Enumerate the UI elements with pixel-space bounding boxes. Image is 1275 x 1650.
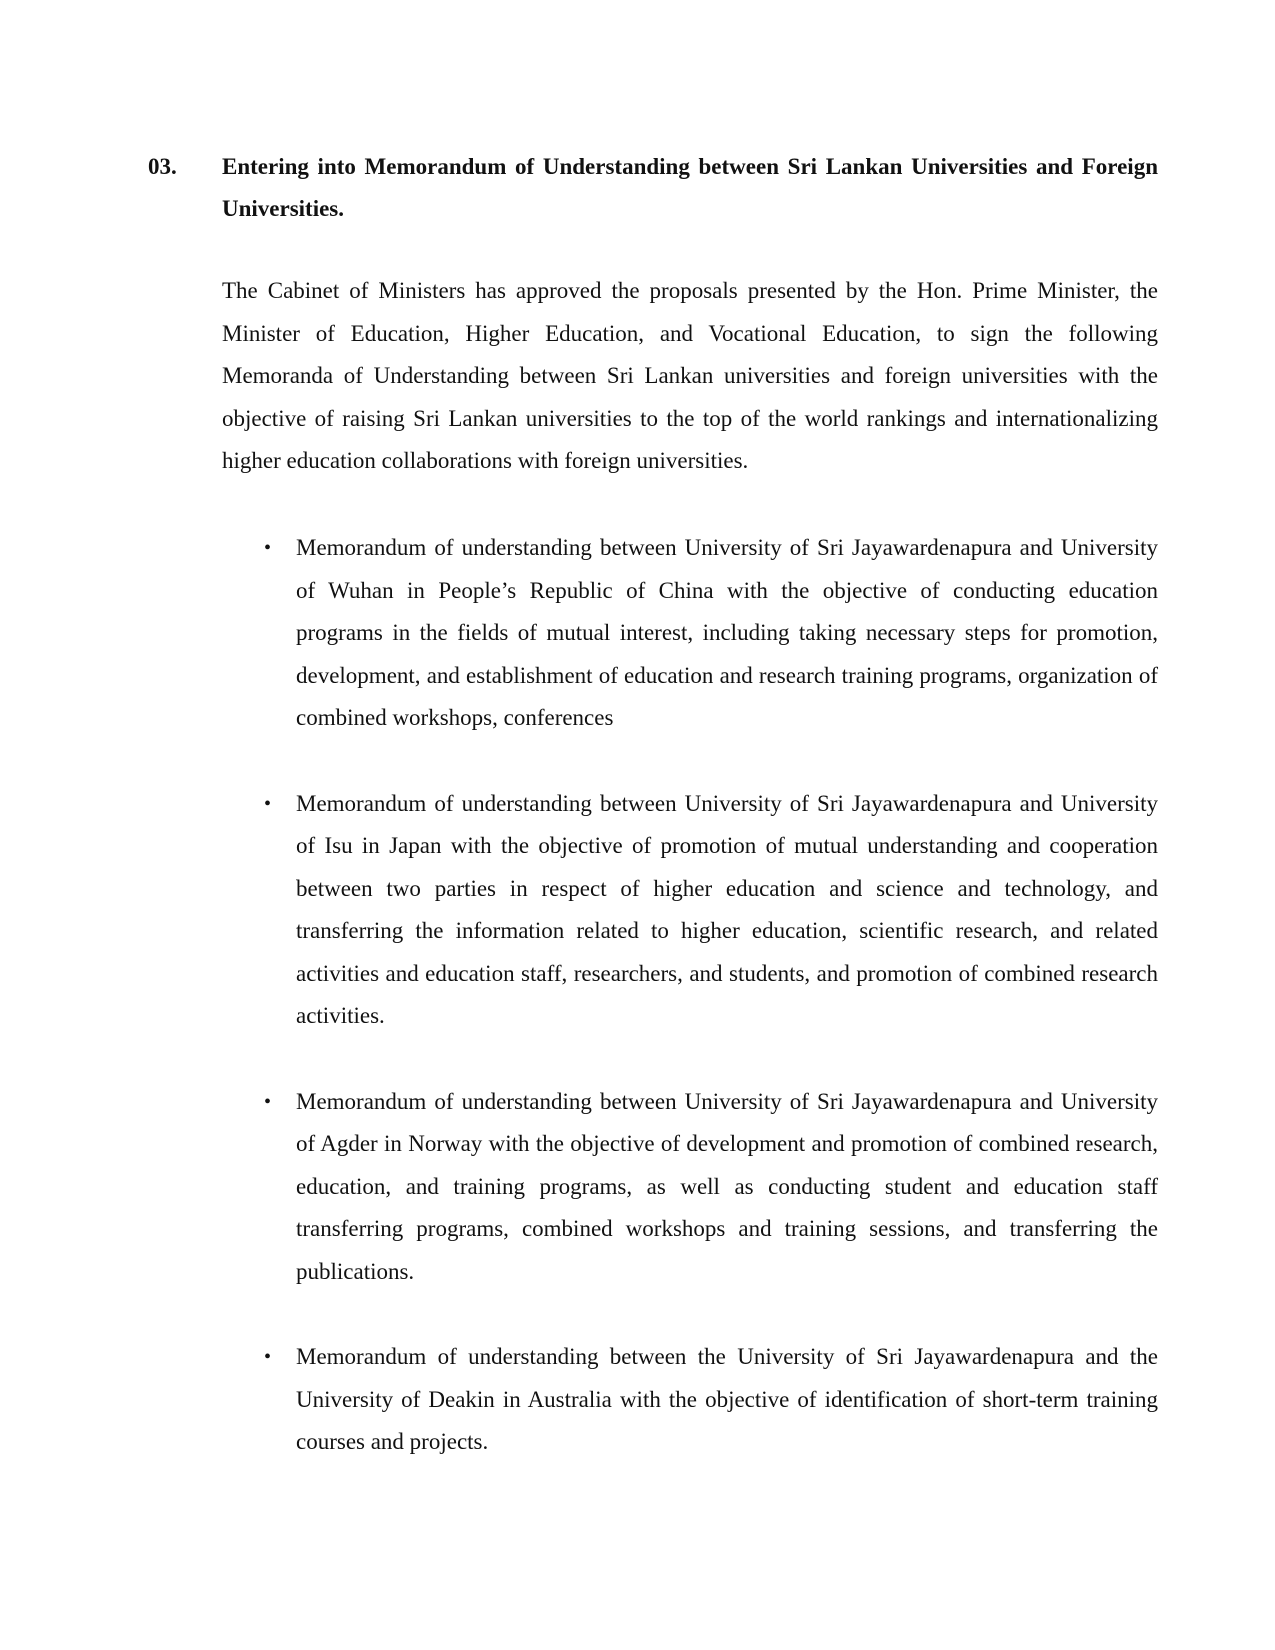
mou-item-text: Memorandum of understanding between the University of Sri Jayawardenapura and the University of Deakin in Australia with the objective of identification of short-term training courses and projects. <box>296 1344 1158 1454</box>
mou-item-deakin <box>222 1336 1158 1464</box>
mou-item-text: Memorandum of understanding between University of Sri Jayawardenapura and University of Isu in Japan with the objective of promotion of mutual understanding and cooperation between two parties in respect of higher education and science and technology, and transferring the information related to higher education, scientific research, and related activities and education staff, researchers, and students, and promotion of combined research activities. <box>296 790 1158 1028</box>
mou-item-text: Memorandum of understanding between University of Sri Jayawardenapura and University of Wuhan in People’s Republic of China with the objective of conducting education programs in the fields of mutual interest, including taking necessary steps for promotion, development, and establishment of education and research training programs, organization of combined workshops, conferences <box>296 535 1158 730</box>
mou-item-agder <box>222 1081 1158 1294</box>
section-title: Entering into Memorandum of Understanding between Sri Lankan Universities and Foreign Universities. <box>222 154 1158 221</box>
mou-list <box>222 527 1158 1507</box>
intro-paragraph: The Cabinet of Ministers has approved the proposals presented by the Hon. Prime Minister, the Minister of Education, Higher Education, and Vocational Education, to sign the following Memoranda of Understanding between Sri Lankan universities and foreign universities with the objective of raising Sri Lankan universities to the top of the world rankings and internationalizing higher education collaborations with foreign universities. <box>222 278 1158 473</box>
bullet-icon: • <box>264 792 272 815</box>
mou-item-text: Memorandum of understanding between University of Sri Jayawardenapura and University of Agder in Norway with the objective of development and promotion of combined research, education, and training programs, as well as conducting student and education staff transferring programs, combined workshops and training sessions, and transferring the publications. <box>296 1088 1158 1284</box>
bullet-icon: • <box>264 1090 272 1113</box>
bullet-icon: • <box>264 1346 272 1368</box>
mou-item-isu <box>222 783 1158 1038</box>
mou-item-wuhan <box>222 527 1158 740</box>
section-number: 03. <box>148 154 177 179</box>
bullet-icon: • <box>264 537 272 559</box>
